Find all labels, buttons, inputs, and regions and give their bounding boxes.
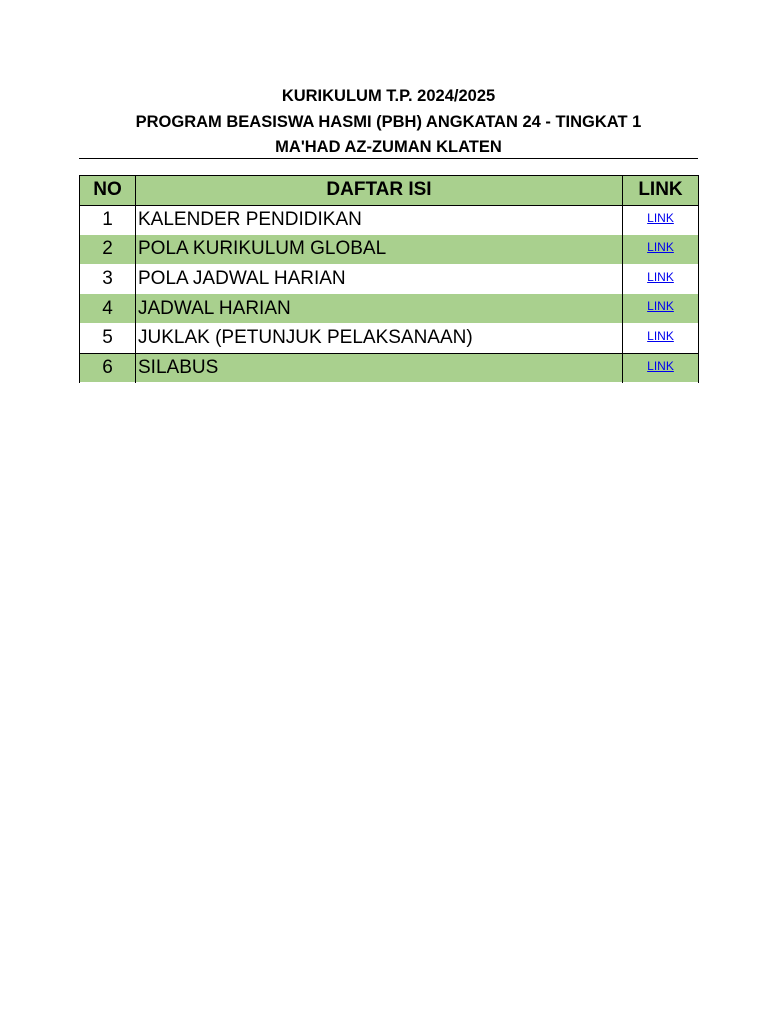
row-link[interactable]: LINK — [647, 210, 674, 225]
row-number: 4 — [80, 294, 136, 324]
header-divider — [79, 158, 698, 159]
row-number: 5 — [80, 323, 136, 353]
row-number: 6 — [80, 353, 136, 383]
table-header-row — [80, 176, 699, 206]
row-title: POLA KURIKULUM GLOBAL — [136, 235, 623, 265]
row-title: JUKLAK (PETUNJUK PELAKSANAAN) — [136, 323, 623, 353]
table-row — [80, 205, 699, 235]
row-link-cell — [623, 264, 699, 294]
row-link-cell — [623, 353, 699, 383]
table-of-contents — [79, 175, 699, 383]
row-link[interactable]: LINK — [647, 328, 674, 343]
row-link[interactable]: LINK — [647, 269, 674, 284]
table-row — [80, 235, 699, 265]
row-link-cell — [623, 294, 699, 324]
table-row — [80, 323, 699, 353]
row-title: KALENDER PENDIDIKAN — [136, 205, 623, 235]
column-header-link: LINK — [623, 176, 699, 206]
table-row — [80, 353, 699, 383]
row-link[interactable]: LINK — [647, 358, 674, 373]
row-link-cell — [623, 323, 699, 353]
column-header-no: NO — [80, 176, 136, 206]
row-link-cell — [623, 205, 699, 235]
column-header-daftar-isi: DAFTAR ISI — [136, 176, 623, 206]
table-row — [80, 294, 699, 324]
row-number: 1 — [80, 205, 136, 235]
row-number: 2 — [80, 235, 136, 265]
document-header — [79, 84, 698, 161]
row-number: 3 — [80, 264, 136, 294]
header-title-line-3: MA'HAD AZ-ZUMAN KLATEN — [275, 138, 502, 156]
row-link[interactable]: LINK — [647, 299, 674, 314]
row-link-cell — [623, 235, 699, 265]
row-link[interactable]: LINK — [647, 240, 674, 255]
table-row — [80, 264, 699, 294]
header-title-line-2: PROGRAM BEASISWA HASMI (PBH) ANGKATAN 24 - TINGKAT 1 — [135, 112, 642, 131]
row-title: POLA JADWAL HARIAN — [136, 264, 623, 294]
header-title-line-1: KURIKULUM T.P. 2024/2025 — [281, 87, 496, 105]
row-title: SILABUS — [136, 353, 623, 383]
row-title: JADWAL HARIAN — [136, 294, 623, 324]
